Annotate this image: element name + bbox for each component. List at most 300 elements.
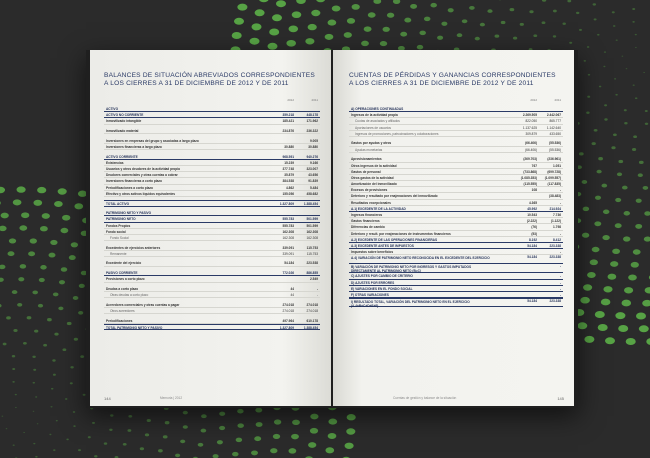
value-2011: 9.166 bbox=[310, 160, 318, 165]
value-2011: 433.650 bbox=[549, 131, 561, 136]
pattern-dot bbox=[296, 0, 306, 4]
row-label: Ingresos financieros bbox=[351, 213, 383, 217]
pattern-dot bbox=[69, 255, 76, 260]
row-label: A.2) EXCEDENTE DE LAS OPERACIONES FINANCIERAS bbox=[351, 237, 438, 242]
value-2011: 2.549 bbox=[310, 277, 318, 282]
pattern-dot bbox=[310, 428, 318, 434]
row-label: A.3) EXCEDENTE ANTES DE IMPUESTOS bbox=[351, 243, 414, 248]
pattern-dot bbox=[501, 21, 506, 24]
row-label: Otras deudas a corto plazo bbox=[110, 293, 149, 298]
row-label: Gastos por ayudas y otros bbox=[351, 141, 392, 146]
row-label: Aportaciones de usuarios bbox=[355, 125, 391, 130]
pattern-dot bbox=[23, 342, 27, 345]
value-2011: 323.007 bbox=[306, 167, 318, 171]
pattern-dot bbox=[368, 12, 376, 17]
table-row bbox=[349, 298, 563, 307]
value-2012: 8.192 bbox=[529, 237, 537, 242]
pattern-dot bbox=[254, 436, 261, 441]
pattern-dot bbox=[631, 262, 639, 268]
value-2011: 7.736 bbox=[553, 213, 561, 217]
pattern-dot bbox=[364, 26, 372, 31]
row-label: Excesos de provisiones bbox=[351, 188, 388, 193]
pattern-dot bbox=[430, 3, 436, 8]
pattern-dot bbox=[588, 74, 591, 76]
value-2011: 214.924 bbox=[549, 206, 561, 211]
pattern-dot bbox=[604, 104, 607, 106]
pattern-dot bbox=[624, 211, 630, 216]
pattern-dot bbox=[328, 419, 337, 425]
value-2011: - bbox=[559, 286, 561, 291]
pattern-dot bbox=[289, 448, 297, 453]
pattern-dot bbox=[308, 24, 317, 30]
pattern-dot bbox=[232, 452, 238, 457]
pattern-dot bbox=[40, 265, 46, 270]
row-label: Otros gastos de la actividad bbox=[351, 175, 394, 180]
pattern-dot bbox=[626, 338, 636, 345]
value-2011: 223.338 bbox=[549, 299, 561, 304]
value-2011: 115.753 bbox=[306, 245, 318, 250]
pattern-dot bbox=[584, 60, 587, 62]
pattern-dot bbox=[475, 37, 480, 41]
pattern-dot bbox=[50, 240, 57, 245]
pattern-dot bbox=[639, 325, 649, 332]
pattern-dot bbox=[12, 381, 15, 383]
row-label: A) OPERACIONES CONTINUADAS bbox=[351, 107, 404, 111]
pattern-dot bbox=[611, 146, 615, 149]
pattern-dot bbox=[35, 396, 37, 397]
row-label: Existencias bbox=[106, 160, 124, 165]
pattern-dot bbox=[328, 20, 337, 26]
pattern-dot bbox=[587, 46, 590, 48]
value-2011: - bbox=[559, 280, 561, 285]
pattern-dot bbox=[33, 369, 36, 371]
pattern-dot bbox=[424, 17, 430, 22]
row-label: Inversiones financieras a corto plazo bbox=[106, 179, 162, 184]
pattern-dot bbox=[316, 0, 325, 2]
pattern-dot bbox=[49, 253, 56, 258]
pattern-dot bbox=[6, 316, 11, 319]
table-row bbox=[104, 324, 320, 330]
pattern-dot bbox=[52, 359, 55, 361]
value-2012: 772.026 bbox=[282, 271, 294, 276]
pattern-dot bbox=[127, 429, 131, 432]
pattern-dot bbox=[104, 442, 107, 444]
right-page-title bbox=[349, 72, 564, 88]
value-2012: 274.018 bbox=[282, 309, 294, 314]
row-label: Excedentes de ejercicios anteriores bbox=[106, 245, 161, 250]
pattern-dot bbox=[612, 249, 620, 254]
row-label: ACTIVO CORRIENTE bbox=[106, 154, 138, 159]
pattern-dot bbox=[256, 422, 263, 427]
pattern-dot bbox=[37, 423, 39, 424]
value-2012: 309.879 bbox=[525, 131, 537, 136]
row-label: D) AJUSTES POR ERRORES bbox=[351, 280, 395, 285]
pattern-dot bbox=[622, 56, 624, 57]
left-col-2012: 2012 bbox=[287, 98, 294, 102]
row-label: Amortización del inmovilizado bbox=[351, 182, 397, 187]
row-label: A.4) VARIACIÓN DE PATRIMONIO NETO RECONOCIDA EN EL EXCEDENTE DEL EJERCICIO bbox=[351, 255, 490, 260]
value-2011: - bbox=[559, 274, 561, 279]
pattern-dot bbox=[632, 148, 636, 151]
pattern-dot bbox=[419, 31, 425, 36]
pattern-dot bbox=[603, 286, 612, 292]
value-2011: 236.322 bbox=[306, 129, 318, 134]
pattern-dot bbox=[628, 274, 637, 280]
pattern-dot bbox=[373, 0, 381, 4]
pattern-dot bbox=[61, 267, 67, 272]
pattern-dot bbox=[624, 287, 633, 293]
row-label: Aprovisionamientos bbox=[351, 157, 382, 162]
value-2012: 1.137.625 bbox=[522, 125, 537, 130]
pattern-dot bbox=[632, 8, 635, 10]
pattern-dot bbox=[599, 86, 602, 88]
pattern-dot bbox=[237, 409, 243, 414]
pattern-dot bbox=[615, 94, 618, 96]
pattern-dot bbox=[180, 440, 185, 444]
value-2012: 555.783 bbox=[282, 223, 294, 228]
pattern-dot bbox=[165, 421, 170, 424]
pattern-dot bbox=[513, 37, 517, 40]
pattern-dot bbox=[635, 34, 637, 35]
pattern-dot bbox=[567, 0, 571, 2]
pattern-dot bbox=[58, 188, 67, 194]
pattern-dot bbox=[592, 247, 600, 252]
pattern-dot bbox=[614, 78, 616, 79]
row-label: Inversiones financieras a largo plazo bbox=[106, 144, 162, 149]
left-footer: Memoria | 2012 bbox=[160, 396, 183, 400]
left-col-2011: 2011 bbox=[311, 98, 318, 102]
pattern-dot bbox=[50, 406, 52, 407]
value-2011: 865.777 bbox=[549, 119, 561, 124]
pattern-dot bbox=[590, 259, 598, 265]
pattern-dot bbox=[582, 233, 589, 238]
pattern-dot bbox=[520, 23, 524, 26]
pattern-dot bbox=[67, 322, 72, 325]
pattern-dot bbox=[636, 313, 646, 320]
value-2012: 822.050 bbox=[525, 119, 537, 124]
value-2012: 497.964 bbox=[282, 318, 294, 323]
row-label: I) RESULTADO TOTAL, VARIACIÓN DEL PATRIMONIO NETO EN EL EJERCICIO (A.4+B+C+D+E+F) bbox=[351, 299, 470, 309]
right-footer: Cuentas de gestión y balance de la situación bbox=[393, 396, 457, 400]
pattern-dot bbox=[9, 238, 16, 243]
value-2012: 54.184 bbox=[527, 243, 537, 248]
pattern-dot bbox=[39, 278, 45, 282]
pattern-dot bbox=[601, 299, 611, 306]
pattern-dot bbox=[604, 118, 607, 120]
pattern-dot bbox=[347, 18, 355, 24]
value-2012: 15.239 bbox=[284, 160, 294, 165]
row-label: ACTIVO bbox=[106, 107, 119, 111]
value-2011: 5.484 bbox=[310, 185, 318, 190]
pattern-dot bbox=[175, 454, 180, 458]
value-2011: (699.728) bbox=[547, 169, 561, 174]
pattern-dot bbox=[347, 414, 356, 420]
pattern-dot bbox=[17, 303, 22, 307]
pattern-dot bbox=[74, 203, 83, 209]
pattern-dot bbox=[410, 4, 417, 9]
row-label: Fondo social bbox=[106, 229, 126, 234]
profit-loss-table bbox=[349, 106, 563, 307]
pattern-dot bbox=[510, 8, 515, 11]
pattern-dot bbox=[0, 187, 5, 193]
pattern-dot bbox=[624, 109, 627, 111]
pattern-dot bbox=[23, 432, 25, 433]
pattern-dot bbox=[286, 40, 296, 47]
pattern-dot bbox=[70, 382, 73, 384]
pattern-dot bbox=[252, 23, 262, 30]
pattern-dot bbox=[615, 198, 621, 202]
pattern-dot bbox=[345, 443, 354, 449]
value-2011: 2.442.067 bbox=[546, 113, 561, 118]
value-2012: (1.085.353) bbox=[520, 175, 537, 180]
row-label: Cuotas de asociados y afiliados bbox=[355, 119, 400, 124]
pattern-dot bbox=[624, 122, 627, 124]
pattern-dot bbox=[618, 160, 623, 163]
value-2012: 234.876 bbox=[282, 129, 294, 134]
value-2011: 501.599 bbox=[306, 217, 318, 222]
row-label: Deudores comerciales y otras cuentas a cobrar bbox=[106, 173, 178, 178]
pattern-dot bbox=[380, 41, 387, 46]
pattern-dot bbox=[598, 157, 603, 160]
pattern-dot bbox=[623, 236, 630, 241]
pattern-dot bbox=[457, 33, 463, 37]
pattern-dot bbox=[65, 398, 68, 400]
row-label: Acreedores comerciales y otras cuentas a pagar bbox=[106, 302, 180, 307]
pattern-dot bbox=[597, 34, 600, 36]
pattern-dot bbox=[643, 186, 649, 190]
pattern-dot bbox=[569, 42, 572, 44]
value-2011: - bbox=[559, 250, 561, 255]
value-2012: (733.868) bbox=[523, 169, 537, 174]
pattern-dot bbox=[393, 0, 400, 4]
value-2011: - bbox=[316, 287, 318, 291]
row-label: Inmovilizado material bbox=[106, 129, 139, 134]
pattern-dot bbox=[605, 337, 615, 344]
open-book bbox=[86, 50, 578, 408]
pattern-dot bbox=[462, 19, 468, 23]
value-2011: 458.682 bbox=[306, 191, 318, 196]
pattern-dot bbox=[163, 435, 168, 438]
pattern-dot bbox=[272, 14, 282, 21]
value-2011: 30.880 bbox=[308, 144, 318, 149]
pattern-dot bbox=[635, 47, 637, 48]
pattern-dot bbox=[251, 450, 258, 455]
value-2012: 54.184 bbox=[527, 299, 537, 304]
row-label: Efectivo y otros activos líquidos equivalentes bbox=[106, 191, 176, 196]
pattern-dot bbox=[616, 39, 618, 40]
pattern-dot bbox=[579, 152, 584, 155]
value-2012: 359.218 bbox=[282, 113, 294, 118]
pattern-dot bbox=[13, 199, 22, 205]
pattern-dot bbox=[213, 454, 219, 458]
pattern-dot bbox=[94, 455, 97, 457]
pattern-dot bbox=[644, 237, 650, 242]
pattern-dot bbox=[0, 278, 4, 282]
pattern-dot bbox=[597, 170, 602, 174]
value-2011: - bbox=[559, 292, 561, 297]
pattern-dot bbox=[232, 32, 242, 39]
pattern-dot bbox=[12, 355, 15, 357]
value-2012: 44 bbox=[290, 287, 294, 291]
pattern-dot bbox=[2, 416, 4, 417]
pattern-dot bbox=[21, 212, 29, 218]
pattern-dot bbox=[62, 348, 66, 351]
pattern-dot bbox=[645, 123, 648, 125]
pattern-dot bbox=[56, 420, 58, 421]
row-label: Inversiones en empresas del grupo y asociadas a largo plazo bbox=[106, 138, 199, 143]
pattern-dot bbox=[33, 411, 35, 412]
row-label: PASIVO CORRIENTE bbox=[106, 271, 138, 276]
pattern-dot bbox=[54, 201, 63, 207]
right-title-line-2: A LOS CIERRES A 31 DE DICIEMBRE DE 2012 Y DE 2011 bbox=[349, 80, 534, 87]
balance-sheet-table bbox=[104, 106, 320, 330]
value-2011: - bbox=[316, 293, 318, 298]
pattern-dot bbox=[642, 300, 650, 307]
pattern-dot bbox=[28, 251, 35, 256]
value-2012: 555.783 bbox=[282, 217, 294, 222]
value-2012: 30.880 bbox=[284, 144, 294, 149]
value-2011: 223.338 bbox=[549, 255, 561, 260]
pattern-dot bbox=[183, 425, 188, 429]
pattern-dot bbox=[109, 429, 112, 431]
pattern-dot bbox=[645, 110, 648, 112]
row-label: Otros acreedores bbox=[110, 309, 135, 314]
value-2011: 940.276 bbox=[306, 154, 318, 159]
pattern-dot bbox=[305, 38, 314, 44]
pattern-dot bbox=[533, 34, 537, 37]
pattern-dot bbox=[622, 186, 628, 190]
pattern-dot bbox=[145, 433, 149, 436]
pattern-dot bbox=[593, 3, 596, 5]
pattern-dot bbox=[15, 394, 17, 395]
row-label: Excedente del ejercicio bbox=[106, 261, 142, 266]
pattern-dot bbox=[259, 0, 269, 2]
pattern-dot bbox=[325, 447, 334, 453]
pattern-dot bbox=[635, 224, 642, 229]
pattern-dot bbox=[602, 184, 608, 188]
pattern-dot bbox=[325, 34, 334, 40]
pattern-dot bbox=[328, 433, 337, 439]
pattern-dot bbox=[12, 368, 15, 370]
value-2011: 223.538 bbox=[306, 261, 318, 266]
right-col-2012: 2012 bbox=[530, 98, 537, 102]
value-2011: 501.599 bbox=[306, 223, 318, 228]
row-label: Gastos financieros bbox=[351, 219, 380, 224]
row-label: Provisiones a corto plazo bbox=[106, 277, 145, 282]
value-2012: 162.308 bbox=[282, 235, 294, 240]
left-page-title bbox=[104, 72, 319, 88]
value-2011: (1.099.557) bbox=[544, 175, 561, 180]
pattern-dot bbox=[78, 311, 83, 315]
pattern-dot bbox=[383, 27, 390, 32]
pattern-dot bbox=[35, 456, 38, 458]
pattern-dot bbox=[12, 290, 18, 294]
pattern-dot bbox=[40, 226, 48, 231]
pattern-dot bbox=[250, 38, 260, 45]
value-2011: 115.753 bbox=[306, 251, 318, 256]
pattern-dot bbox=[542, 0, 546, 2]
left-page bbox=[90, 50, 331, 406]
pattern-dot bbox=[332, 5, 341, 11]
left-page-number: 144 bbox=[104, 396, 111, 401]
pattern-dot bbox=[33, 382, 36, 384]
row-label: C) AJUSTES POR CAMBIO DE CRITERIO bbox=[351, 274, 413, 279]
right-col-2011: 2011 bbox=[554, 98, 561, 102]
value-2011: 886.855 bbox=[306, 271, 318, 276]
row-label: Ayudas monetarias bbox=[355, 147, 383, 152]
value-2012: (66.406) bbox=[525, 147, 537, 152]
pattern-dot bbox=[529, 10, 533, 13]
right-page-number: 145 bbox=[557, 396, 564, 401]
value-2012: 108 bbox=[531, 188, 537, 193]
pattern-dot bbox=[577, 322, 587, 329]
row-label: A.1) EXCEDENTE DE LA ACTIVIDAD bbox=[351, 206, 406, 211]
pattern-dot bbox=[583, 284, 592, 290]
row-label: Deterioro y result. por enajenaciones de instrumentos financieros bbox=[351, 231, 451, 236]
pattern-dot bbox=[400, 32, 407, 37]
pattern-dot bbox=[34, 330, 38, 333]
value-2012: (269.703) bbox=[523, 157, 537, 162]
value-2011: (117.835) bbox=[547, 182, 561, 187]
pattern-dot bbox=[612, 11, 615, 13]
pattern-dot bbox=[47, 318, 52, 321]
pattern-dot bbox=[79, 284, 85, 288]
pattern-dot bbox=[352, 4, 360, 10]
row-label: F) OTRAS VARIACIONES bbox=[351, 292, 389, 297]
pattern-dot bbox=[487, 9, 492, 13]
pattern-dot bbox=[594, 221, 601, 226]
pattern-dot bbox=[594, 129, 598, 132]
pattern-dot bbox=[37, 187, 46, 193]
pattern-dot bbox=[292, 420, 300, 425]
row-label: Impuestos sobre beneficios bbox=[351, 250, 394, 255]
value-2011: 610.178 bbox=[306, 318, 318, 323]
pattern-dot bbox=[51, 388, 54, 390]
pattern-dot bbox=[308, 442, 316, 448]
pattern-dot bbox=[344, 32, 352, 38]
pattern-dot bbox=[27, 316, 32, 319]
pattern-dot bbox=[586, 112, 589, 114]
table-row bbox=[349, 264, 563, 273]
pattern-dot bbox=[42, 213, 50, 219]
value-2011: - bbox=[559, 231, 561, 236]
pattern-dot bbox=[626, 68, 628, 69]
pattern-dot bbox=[237, 423, 243, 428]
value-2012: 377.748 bbox=[282, 167, 294, 171]
pattern-dot bbox=[646, 338, 650, 345]
row-label: Fondos Propios bbox=[106, 223, 131, 228]
pattern-dot bbox=[610, 261, 618, 267]
pattern-dot bbox=[633, 135, 637, 138]
pattern-dot bbox=[140, 447, 144, 450]
pattern-dot bbox=[53, 292, 59, 296]
value-2011: 91.839 bbox=[308, 179, 318, 184]
pattern-dot bbox=[292, 11, 302, 18]
pattern-dot bbox=[80, 355, 84, 358]
pattern-dot bbox=[71, 242, 78, 247]
row-label: Resultados excepcionales bbox=[351, 200, 391, 205]
pattern-dot bbox=[70, 366, 73, 368]
pattern-dot bbox=[615, 312, 625, 319]
pattern-dot bbox=[6, 428, 8, 429]
pattern-dot bbox=[19, 225, 27, 230]
pattern-dot bbox=[61, 228, 69, 233]
pattern-dot bbox=[0, 226, 7, 231]
value-2011: 162.308 bbox=[306, 229, 318, 234]
row-label: TOTAL ACTIVO bbox=[106, 202, 130, 207]
pattern-dot bbox=[147, 419, 151, 422]
value-2012: 35.879 bbox=[284, 173, 294, 178]
